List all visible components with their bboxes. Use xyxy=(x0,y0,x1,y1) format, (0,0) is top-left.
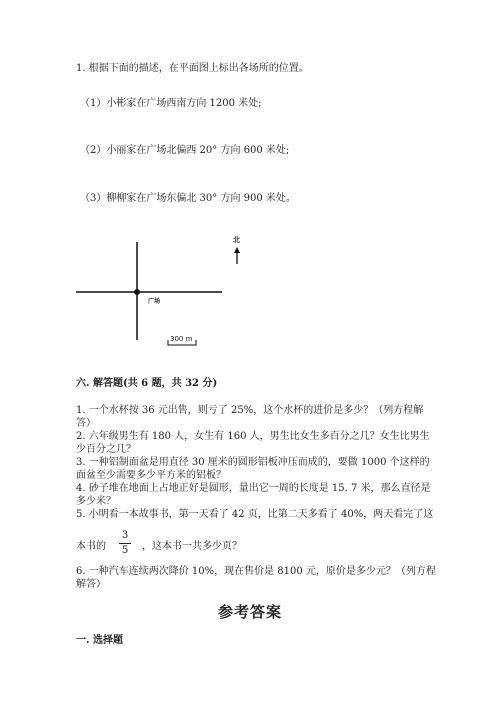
question-1-item-1: （1）小彬家在广场西南方向 1200 米处; xyxy=(80,98,262,109)
fraction-bar xyxy=(119,543,131,544)
section-6-line: 答） xyxy=(76,418,96,429)
section-6-line: 多少米？ xyxy=(76,496,116,507)
q5-tail-prefix: 本书的 xyxy=(76,541,106,552)
question-1-item-2: （2）小丽家在广场北偏西 20° 方向 600 米处; xyxy=(80,145,290,156)
north-arrow-head xyxy=(234,247,240,253)
question-1-item-3: （3）柳柳家在广场东偏北 30° 方向 900 米处。 xyxy=(80,193,296,204)
north-label: 北 xyxy=(233,236,240,244)
section-6-heading: 六. 解答题(共 6 题，共 32 分) xyxy=(76,378,218,389)
section-6-line: 3. 一种铝制面盆是用直径 30 厘米的圆形铝板冲压而成的，要做 1000 个这样的 xyxy=(76,457,430,468)
section-6-q6-line: 解答） xyxy=(76,579,106,590)
fraction-numerator: 3 xyxy=(121,530,129,541)
question-1-intro: 1. 根据下面的描述，在平面图上标出各场所的位置。 xyxy=(76,63,309,74)
scale-label: 300 m xyxy=(170,335,193,343)
plan-diagram xyxy=(70,232,260,362)
plaza-label: 广场 xyxy=(148,298,161,305)
answers-section-1: 一. 选择题 xyxy=(76,635,123,646)
section-6-line: 少百分之几？ xyxy=(76,444,136,455)
plaza-point xyxy=(134,289,140,295)
section-6-line: 2. 六年级男生有 180 人，女生有 160 人，男生比女生多百分之几？女生比男生 xyxy=(76,431,430,442)
section-6-line: 1. 一个水杯按 36 元出售，则亏了 25%，这个水杯的进价是多少？（列方程解 xyxy=(76,405,424,416)
plan-diagram-svg xyxy=(70,232,260,362)
q5-tail-suffix: ，这本书一共多少页？ xyxy=(142,541,242,552)
section-6-q6-line: 6. 一种汽车连续两次降价 10%，现在售价是 8100 元，原价是多少元？（列方程 xyxy=(76,566,436,577)
fraction-denominator: 5 xyxy=(121,545,129,556)
q5-fraction xyxy=(118,530,132,557)
section-6-line: 4. 砂子堆在地面上占地正好是圆形，量出它一周的长度是 15. 7 米，那么直径是 xyxy=(76,483,431,494)
answers-title: 参考答案 xyxy=(217,603,282,621)
section-6-line: 面盆至少需要多少平方米的铝板？ xyxy=(76,470,226,481)
section-6-line: 5. 小明看一本故事书，第一天看了 42 页，比第二天多看了 40%，两天看完了这 xyxy=(76,509,434,520)
